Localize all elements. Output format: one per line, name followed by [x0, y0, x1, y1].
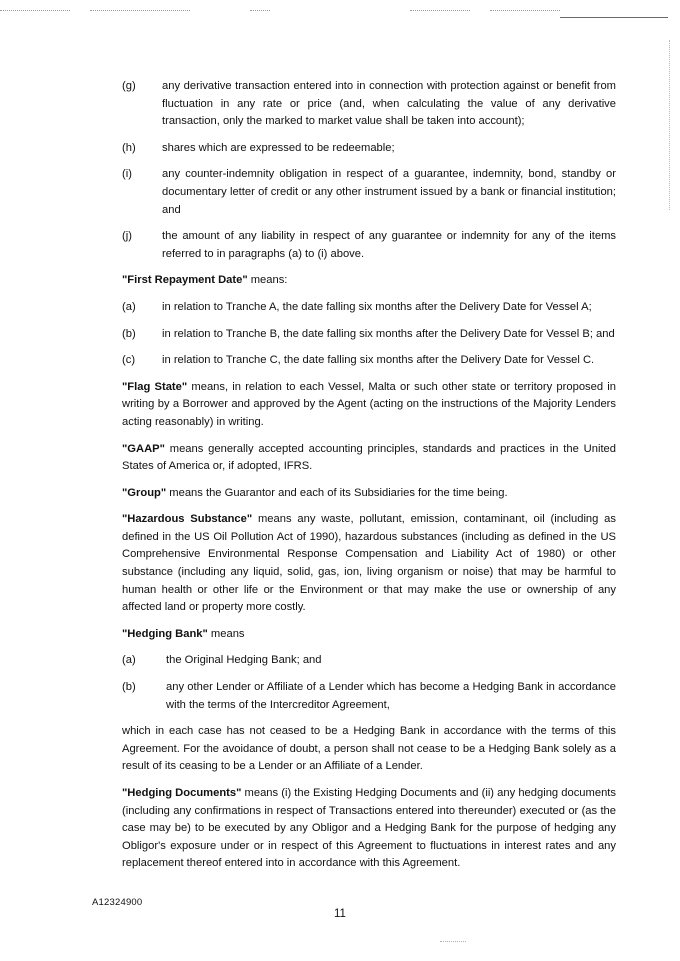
- item-text: in relation to Tranche A, the date falling six months after the Delivery Date for Vessel A;: [162, 300, 592, 313]
- scan-noise: [440, 941, 466, 943]
- list-item: [122, 78, 616, 131]
- list-item: [122, 652, 616, 670]
- definition-text: means generally accepted accounting principles, standards and practices in the United States of America or, if adopted, IFRS.: [122, 442, 616, 473]
- item-label: (j): [122, 230, 132, 243]
- defined-term: "Hedging Documents": [122, 787, 242, 799]
- definition-text: means: [207, 627, 245, 640]
- defined-term: "First Repayment Date": [122, 274, 248, 287]
- item-text: shares which are expressed to be redeemable;: [162, 141, 395, 154]
- hedging-bank-closing: which in each case has not ceased to be a Hedging Bank in accordance with the terms of this Agreement. For the avoidance of doubt, a person shall not cease to be a Hedging Bank solely as a result of its ceasing to be a Lender or an Affiliate of a Lender.: [122, 725, 616, 773]
- item-text: any counter-indemnity obligation in respect of a guarantee, indemnity, bond, standby or documentary letter of credit or any other instrument issued by a bank or financial institution; and: [162, 168, 616, 216]
- list-item: [122, 140, 616, 158]
- item-label: (b): [122, 681, 136, 694]
- scan-noise: [90, 10, 190, 12]
- defined-term: "Group": [122, 486, 167, 499]
- scan-noise: [410, 10, 470, 12]
- definition-text: means, in relation to each Vessel, Malta or such other state or territory proposed in writing by a Borrower and approved by the Agent (acting on the instructions of the Majority Lenders acting reasonably) in writing.: [122, 380, 616, 428]
- item-text: any derivative transaction entered into in connection with protection against or benefit from fluctuation in any rate or price (and, when calculating the value of any derivative transaction, only the marked to market value shall be taken into account);: [162, 80, 616, 128]
- list-item: [122, 299, 616, 317]
- definition-hedging-bank: [122, 626, 616, 644]
- definition-text: means (i) the Existing Hedging Documents and (ii) any hedging documents (including any confirmations in respect of Transactions entered into thereunder) executed or (as the case may be) to be executed by any Obligor and a Hedging Bank for the purpose of hedging any Obligor's exposure under or in respect of this Agreement to fluctuations in interest rates and any replacement thereof entered into in accordance with this Agreement.: [122, 787, 616, 870]
- list-item: [122, 679, 616, 714]
- item-text: the amount of any liability in respect of any guarantee or indemnity for any of the items referred to in paragraphs (a) to (i) above.: [162, 230, 616, 260]
- item-text: the Original Hedging Bank; and: [166, 654, 322, 667]
- definition-flag-state: [122, 379, 616, 432]
- defined-term: "GAAP": [122, 442, 165, 455]
- definition-hedging-documents: [122, 785, 616, 873]
- item-text: in relation to Tranche B, the date falling six months after the Delivery Date for Vessel B; and: [162, 327, 615, 340]
- page-number: 11: [334, 908, 346, 920]
- scan-edge-marks: [667, 40, 670, 210]
- definition-text: means the Guarantor and each of its Subsidiaries for the time being.: [166, 486, 508, 499]
- scan-noise: [490, 10, 560, 12]
- item-label: (g): [122, 80, 136, 92]
- list-item: [122, 352, 616, 370]
- definition-text: means:: [247, 274, 288, 287]
- scan-noise: [250, 10, 270, 12]
- item-label: (b): [122, 327, 136, 340]
- item-label: (a): [122, 300, 136, 313]
- document-reference: A12324900: [92, 897, 143, 908]
- item-label: (a): [122, 654, 136, 667]
- definition-group: [122, 485, 616, 503]
- definition-gaap: [122, 441, 616, 476]
- item-text: any other Lender or Affiliate of a Lender which has become a Hedging Bank in accordance with the terms of the Intercreditor Agreement,: [166, 681, 616, 711]
- defined-term: "Hazardous Substance": [122, 513, 253, 526]
- scan-noise: [0, 10, 70, 12]
- item-text: in relation to Tranche C, the date falling six months after the Delivery Date for Vessel C.: [162, 354, 595, 367]
- defined-term: "Flag State": [122, 380, 188, 393]
- list-item: [122, 228, 616, 263]
- definition-hazardous-substance: [122, 511, 616, 617]
- definition-text: means any waste, pollutant, emission, contaminant, oil (including as defined in the US Oil Pollution Act of 1990), hazardous substances (including as defined in the US Comprehensive Environmental Response Compensation and Liability Act of 1980) or other substance (including any liquid, solid, gas, ion, living organism or noise) that may be harmful to human health or other life or the Environment or that may make the use or ownership of any affected land or property more costly.: [122, 513, 616, 614]
- defined-term: "Hedging Bank": [122, 627, 208, 640]
- list-item: [122, 166, 616, 219]
- definition-first-repayment-date: [122, 272, 616, 290]
- item-label: (i): [122, 168, 132, 181]
- item-label: (h): [122, 141, 136, 154]
- item-label: (c): [122, 354, 136, 367]
- document-body: [122, 78, 616, 882]
- scan-rule: [560, 17, 668, 18]
- scan-artifact-header: [0, 0, 680, 24]
- list-item: [122, 326, 616, 344]
